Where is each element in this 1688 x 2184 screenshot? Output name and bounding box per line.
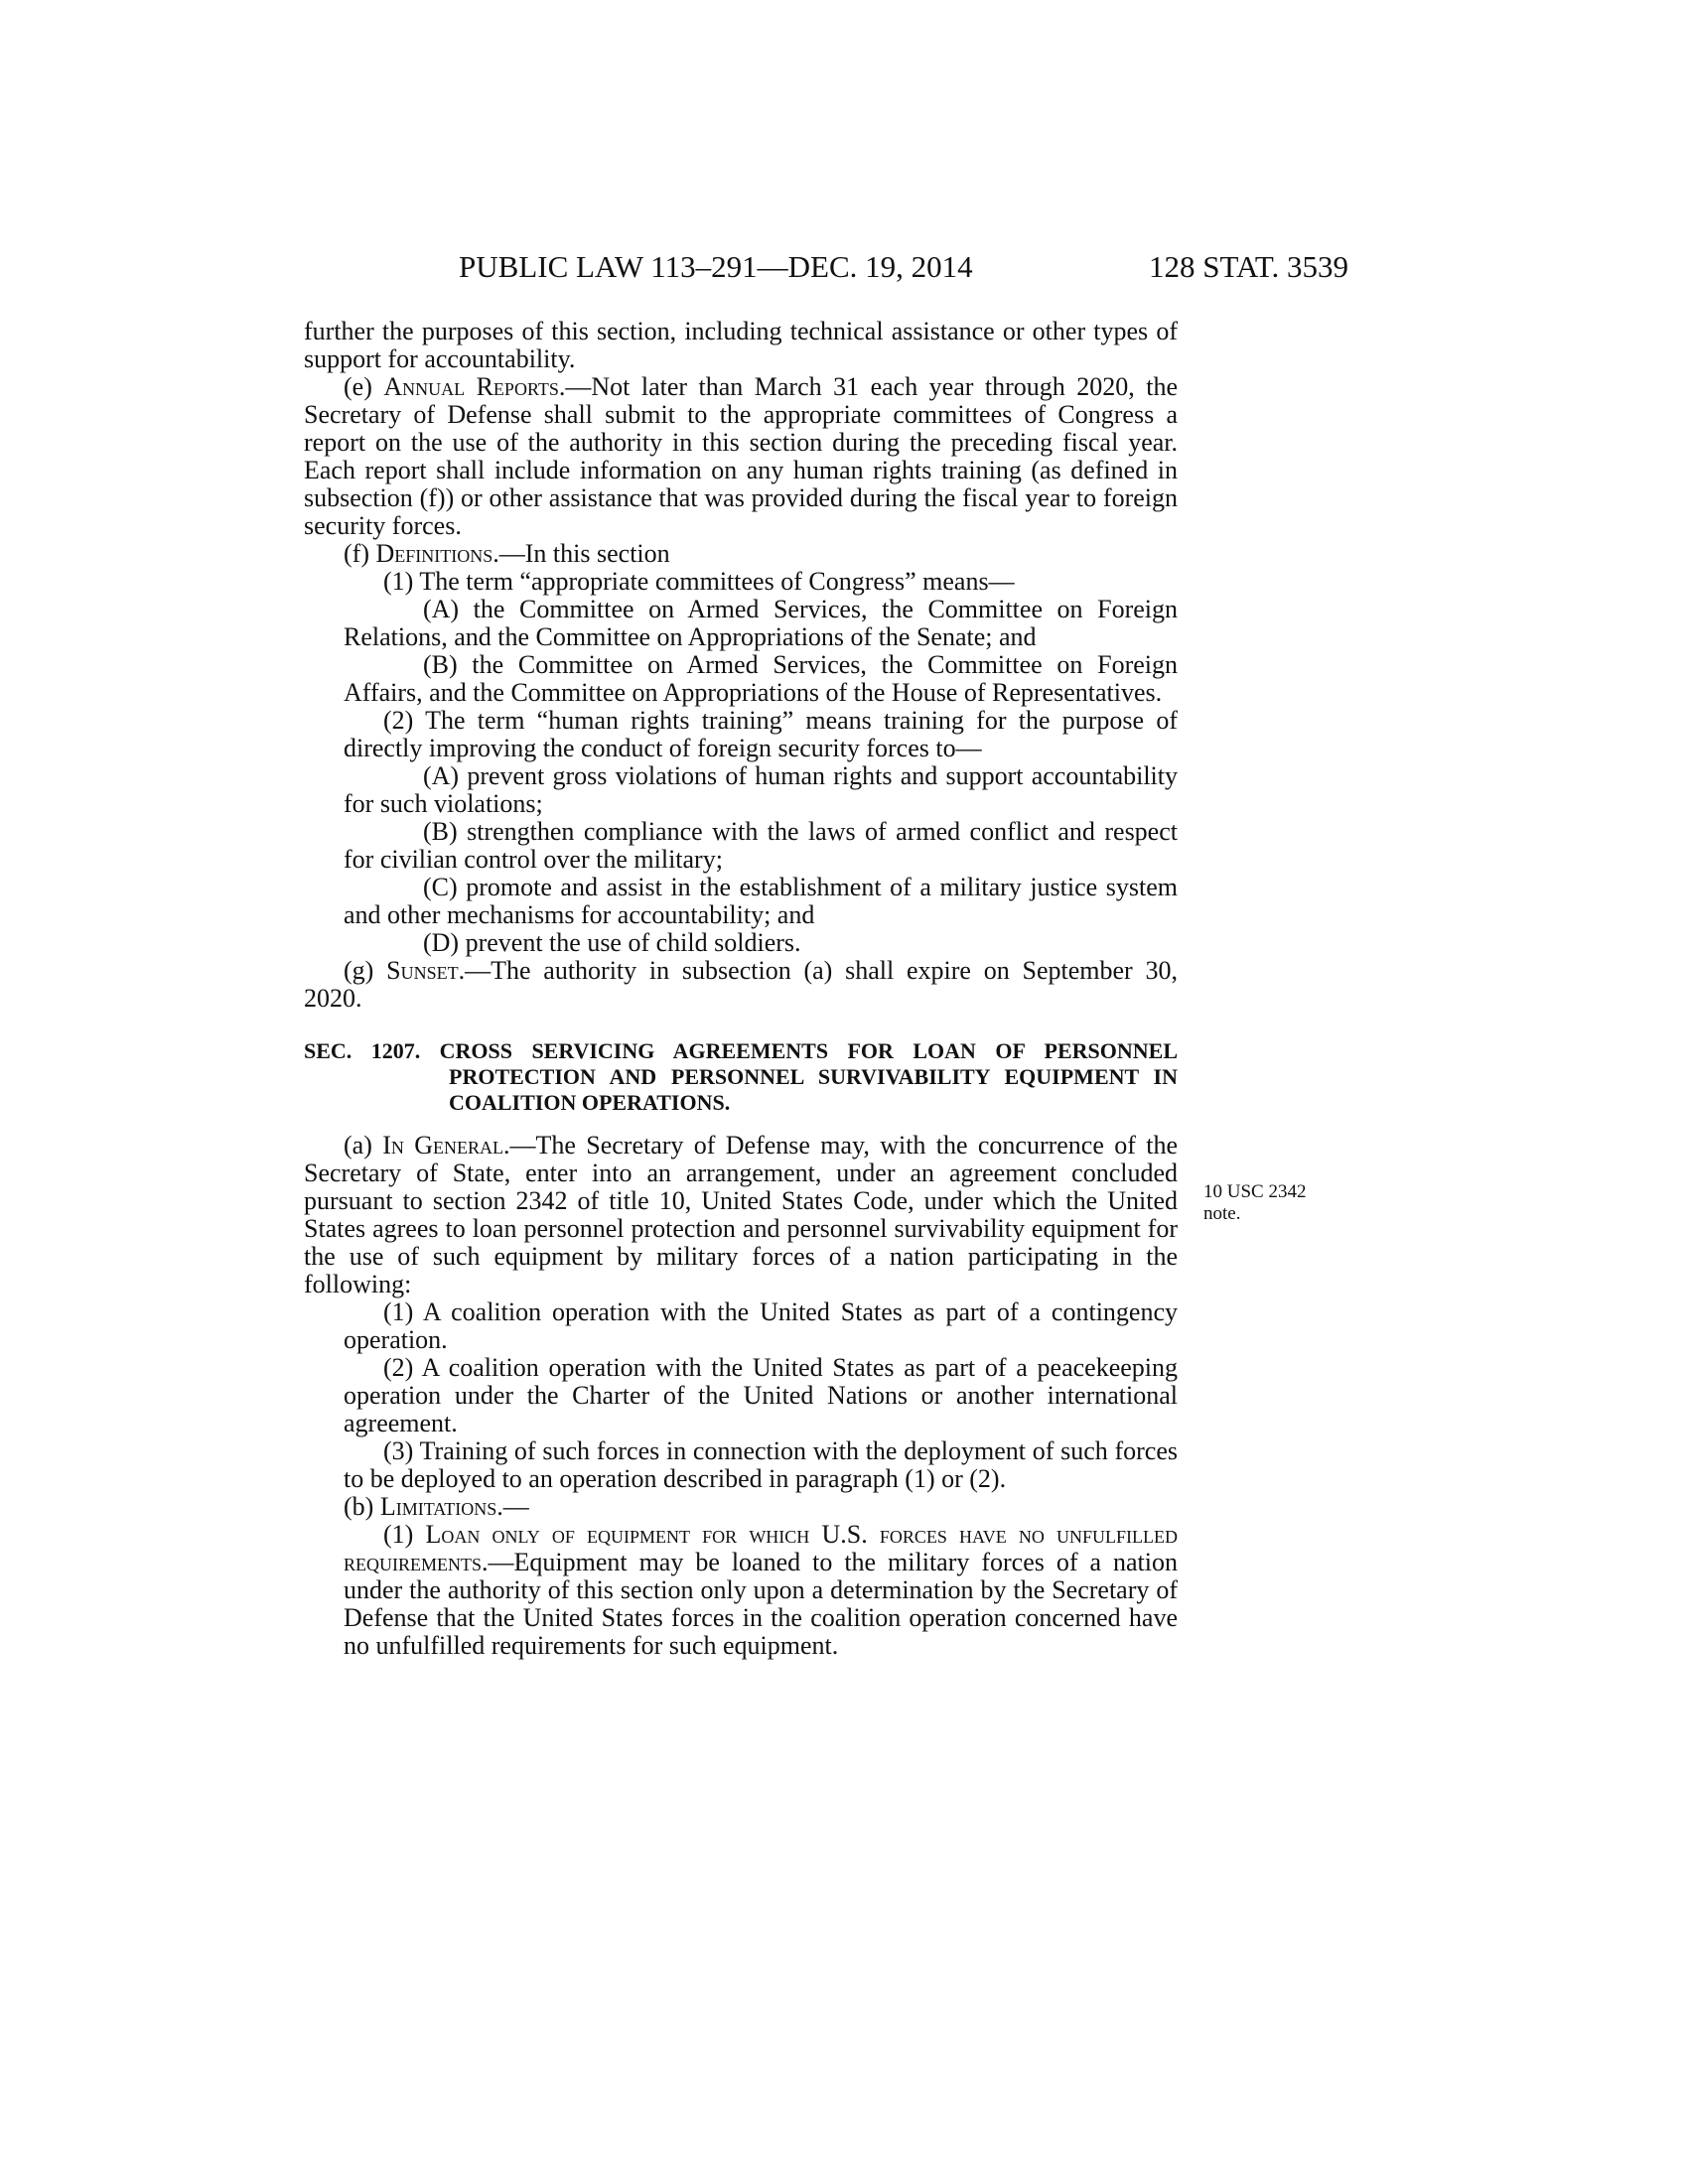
subparagraph-f2d: (D) prevent the use of child soldiers. <box>423 928 801 957</box>
subsection-g-text: .—The authority in subsection (a) shall expire on September 30, 2020. <box>304 956 1178 1013</box>
subsection-e-text: .—Not later than March 31 each year through 2020, the Secretary of Defense shall submit to the appropriate committees of Congress a report on the use of the authority in this section during the preceding fiscal year. Each report shall include information on any human rights training (as defined in subsection (f)) or other assistance that was provided during the fiscal year to foreign security forces. <box>304 372 1179 540</box>
paragraph-continuation: further the purposes of this section, including technical assistance or other types of support for accountability. <box>304 317 1178 373</box>
subsection-f <box>304 540 1178 568</box>
subsection-a-text: .—The Secretary of Defense may, with the concurrence of the Secretary of State, enter into an arrangement, under an agreement concluded pursuant to section 2342 of title 10, United States Code, under which the United States agrees to loan personnel protection and personnel survivability equipment for the use of such equipment by military forces of a nation participating in the following: <box>304 1131 1178 1298</box>
subsection-f-heading: Definitions <box>375 539 493 568</box>
subparagraph-f1a: (A) the Committee on Armed Services, the Committee on Foreign Relations, and the Committee on Appropriations of the Senate; and <box>344 595 1178 651</box>
subsection-g-heading: Sunset <box>386 956 459 985</box>
subsection-b-text: .— <box>496 1492 529 1521</box>
subsection-b-heading: Limitations <box>379 1492 497 1521</box>
paragraph-b1-heading: Loan only of equipment for which U.S. forces have no unfulfilled requirements <box>344 1520 1178 1576</box>
paragraph-b1 <box>304 1521 1178 1660</box>
subsection-a-label: (a) <box>344 1131 383 1160</box>
subsection-f-label: (f) <box>344 539 376 568</box>
subparagraph-f2b: (B) strengthen compliance with the laws of armed conflict and respect for civilian control over the military; <box>344 817 1178 874</box>
subsection-b <box>304 1493 1178 1521</box>
subparagraph-f2a: (A) prevent gross violations of human rights and support accountability for such violations; <box>344 761 1178 818</box>
paragraph-b1-text: .—Equipment may be loaned to the military forces of a nation under the authority of this section only upon a determination by the Secretary of Defense that the United States forces in the coalition operation concerned have no unfulfilled requirements for such equipment. <box>344 1548 1178 1660</box>
running-head: PUBLIC LAW 113–291—DEC. 19, 2014 <box>459 249 973 284</box>
subsection-a <box>304 1132 1178 1298</box>
subsection-b-label: (b) <box>344 1492 380 1521</box>
subsection-e <box>304 373 1178 540</box>
page-number: 128 STAT. 3539 <box>1149 249 1349 284</box>
subsection-f-text: .—In this section <box>492 539 670 568</box>
subparagraph-f2c: (C) promote and assist in the establishment of a military justice system and other mechanisms for accountability; and <box>344 873 1178 929</box>
running-header <box>0 247 1688 287</box>
paragraph-b1-label: (1) <box>383 1520 426 1549</box>
subsection-e-label: (e) <box>344 372 384 401</box>
subsection-a-heading: In General <box>382 1131 503 1160</box>
paragraph-a3: (3) Training of such forces in connection with the deployment of such forces to be deployed to an operation described in paragraph (1) or (2). <box>344 1436 1178 1493</box>
paragraph-f1: (1) The term “appropriate committees of Congress” means— <box>383 567 1015 596</box>
subparagraph-f1b: (B) the Committee on Armed Services, the Committee on Foreign Affairs, and the Committee on Appropriations of the House of Representatives. <box>344 650 1178 707</box>
paragraph-f2: (2) The term “human rights training” means training for the purpose of directly improving the conduct of foreign security forces to— <box>344 706 1178 762</box>
subsection-g-label: (g) <box>344 956 387 985</box>
paragraph-a2: (2) A coalition operation with the United States as part of a peacekeeping operation under the Charter of the United Nations or another international agreement. <box>344 1353 1178 1437</box>
paragraph-a1: (1) A coalition operation with the United States as part of a contingency operation. <box>344 1297 1178 1354</box>
document-body <box>304 318 1178 1660</box>
subsection-g <box>304 957 1178 1013</box>
section-heading: SEC. 1207. CROSS SERVICING AGREEMENTS FOR LOAN OF PERSONNEL PROTECTION AND PERSONNEL SURVIVABILITY EQUIPMENT IN COALITION OPERATIONS. <box>304 1038 1178 1115</box>
subsection-e-heading: Annual Reports <box>383 372 559 401</box>
margin-note: 10 USC 2342 note. <box>1203 1181 1307 1224</box>
